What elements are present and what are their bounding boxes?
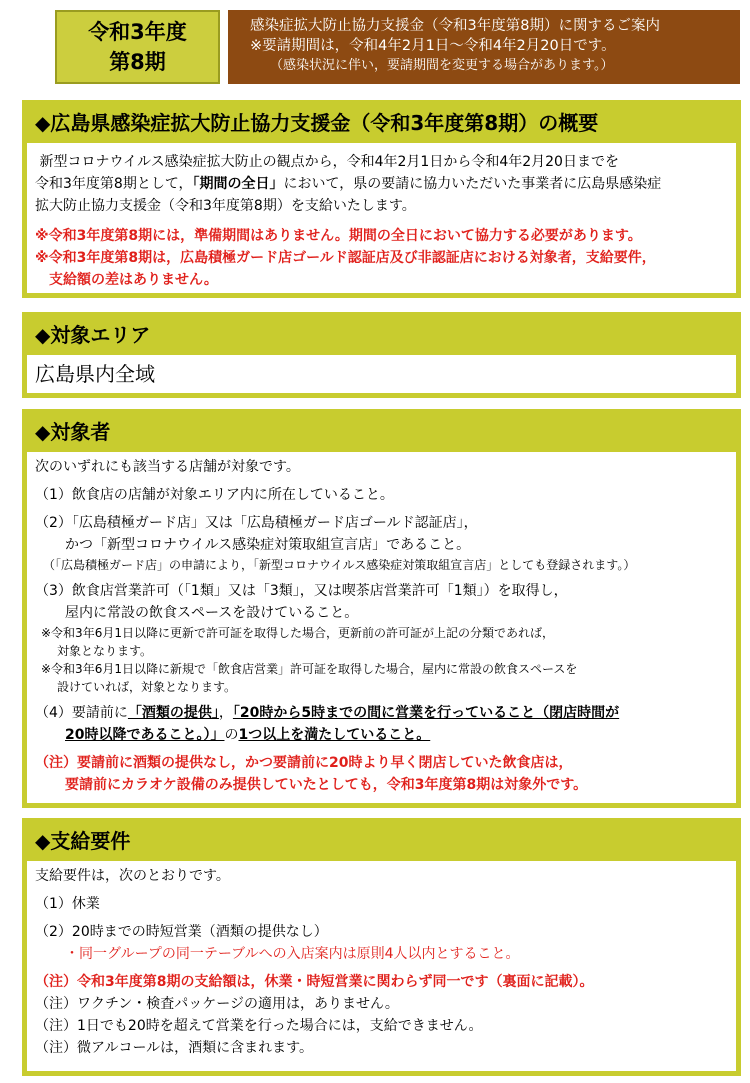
overview-section: [22, 100, 741, 298]
overview-note-2a: ※令和3年度第8期は，広島積極ガード店ゴールド認証店及び非認証店における対象者，支給要件，: [35, 250, 656, 266]
target-item-3-note-1b: 対象となります。: [57, 644, 153, 658]
target-item-3a: （3）飲食店営業許可（「1類」又は「3類」，又は喫茶店営業許可「1類」）を取得し，: [35, 583, 568, 599]
overview-note-1: ※令和3年度第8期には，準備期間はありません。期間の全日において協力する必要があります。: [35, 228, 642, 244]
target-item-4a: （4）要請前に「酒類の提供」，「20時から5時までの間に営業を行っていること（閉店時間が: [35, 705, 620, 721]
notice-request-period: ※要請期間は，令和4年2月1日〜令和4年2月20日です。: [250, 38, 616, 54]
target-item-3-note-2b: 設けていれば，対象となります。: [57, 680, 237, 694]
target-item-3-note-2a: ※令和3年6月1日以降に新規で「飲食店営業」許可証を取得した場合，屋内に常設の飲食スペースを: [41, 662, 578, 676]
requirements-section: [22, 818, 741, 1076]
area-value: 広島県内全域: [35, 362, 155, 386]
overview-text-3: 拡大防止協力支援金（令和3年度第8期）を支給いたします。: [35, 198, 416, 214]
requirements-item-1: （1）休業: [35, 896, 100, 912]
period-term: 第8期: [109, 50, 166, 74]
target-item-2a: （2）「広島積極ガード店」又は「広島積極ガード店ゴールド認証店」，: [35, 515, 478, 531]
target-caution-a: （注）要請前に酒類の提供なし，かつ要請前に20時より早く閉店していた飲食店は，: [35, 755, 573, 771]
requirements-note-2: （注）ワクチン・検査パッケージの適用は，ありません。: [35, 996, 399, 1012]
overview-note-2b: 支給額の差はありません。: [49, 272, 218, 288]
target-item-4b: 20時以降であること。）」の1つ以上を満たしていること。: [65, 727, 431, 743]
notice-note: （感染状況に伴い，要請期間を変更する場合があります。）: [270, 58, 614, 73]
target-item-1: （1）飲食店の店舗が対象エリア内に所在していること。: [35, 487, 394, 503]
area-heading: ◆対象エリア: [27, 317, 736, 355]
target-intro: 次のいずれにも該当する店舗が対象です。: [35, 459, 300, 475]
period-badge: [55, 10, 220, 84]
period-year: 令和3年度: [88, 20, 187, 44]
target-item-2b: かつ「新型コロナウイルス感染症対策取組宣言店」であること。: [65, 537, 471, 553]
overview-text-1: 新型コロナウイルス感染症拡大防止の観点から，令和4年2月1日から令和4年2月20日までを: [39, 154, 619, 170]
requirements-heading: ◆支給要件: [27, 823, 736, 861]
target-heading: ◆対象者: [27, 414, 736, 452]
overview-heading: ◆広島県感染症拡大防止協力支援金（令和3年度第8期）の概要: [27, 105, 736, 143]
area-section: [22, 312, 741, 398]
notice-box: [228, 10, 740, 84]
requirements-intro: 支給要件は，次のとおりです。: [35, 868, 230, 884]
overview-text-2: 令和3年度第8期として，「期間の全日」において，県の要請に協力いただいた事業者に広島県感染症: [35, 176, 662, 192]
target-caution-b: 要請前にカラオケ設備のみ提供していたとしても，令和3年度第8期は対象外です。: [65, 777, 588, 793]
target-section: [22, 409, 741, 808]
requirements-note-4: （注）微アルコールは，酒類に含まれます。: [35, 1040, 314, 1056]
target-item-3-note-1a: ※令和3年6月1日以降に更新で許可証を取得した場合，更新前の許可証が上記の分類であれば，: [41, 626, 554, 640]
notice-title: 感染症拡大防止協力支援金（令和3年度第8期）に関するご案内: [250, 18, 660, 34]
requirements-item-2: （2）20時までの時短営業（酒類の提供なし）: [35, 924, 328, 940]
requirements-item-2-note: ・同一グループの同一テーブルへの入店案内は原則4人以内とすること。: [65, 946, 520, 962]
requirements-note-bold: （注）令和3年度第8期の支給額は，休業・時短営業に関わらず同一です（裏面に記載）。: [35, 974, 594, 990]
requirements-note-3: （注）1日でも20時を超えて営業を行った場合には，支給できません。: [35, 1018, 483, 1034]
target-item-2-note: （「広島積極ガード店」の申請により，「新型コロナウイルス感染症対策取組宣言店」としても登録されます。）: [43, 558, 636, 572]
full-period-emphasis: 「期間の全日」: [192, 176, 284, 192]
target-item-3b: 屋内に常設の飲食スペースを設けていること。: [65, 605, 359, 621]
